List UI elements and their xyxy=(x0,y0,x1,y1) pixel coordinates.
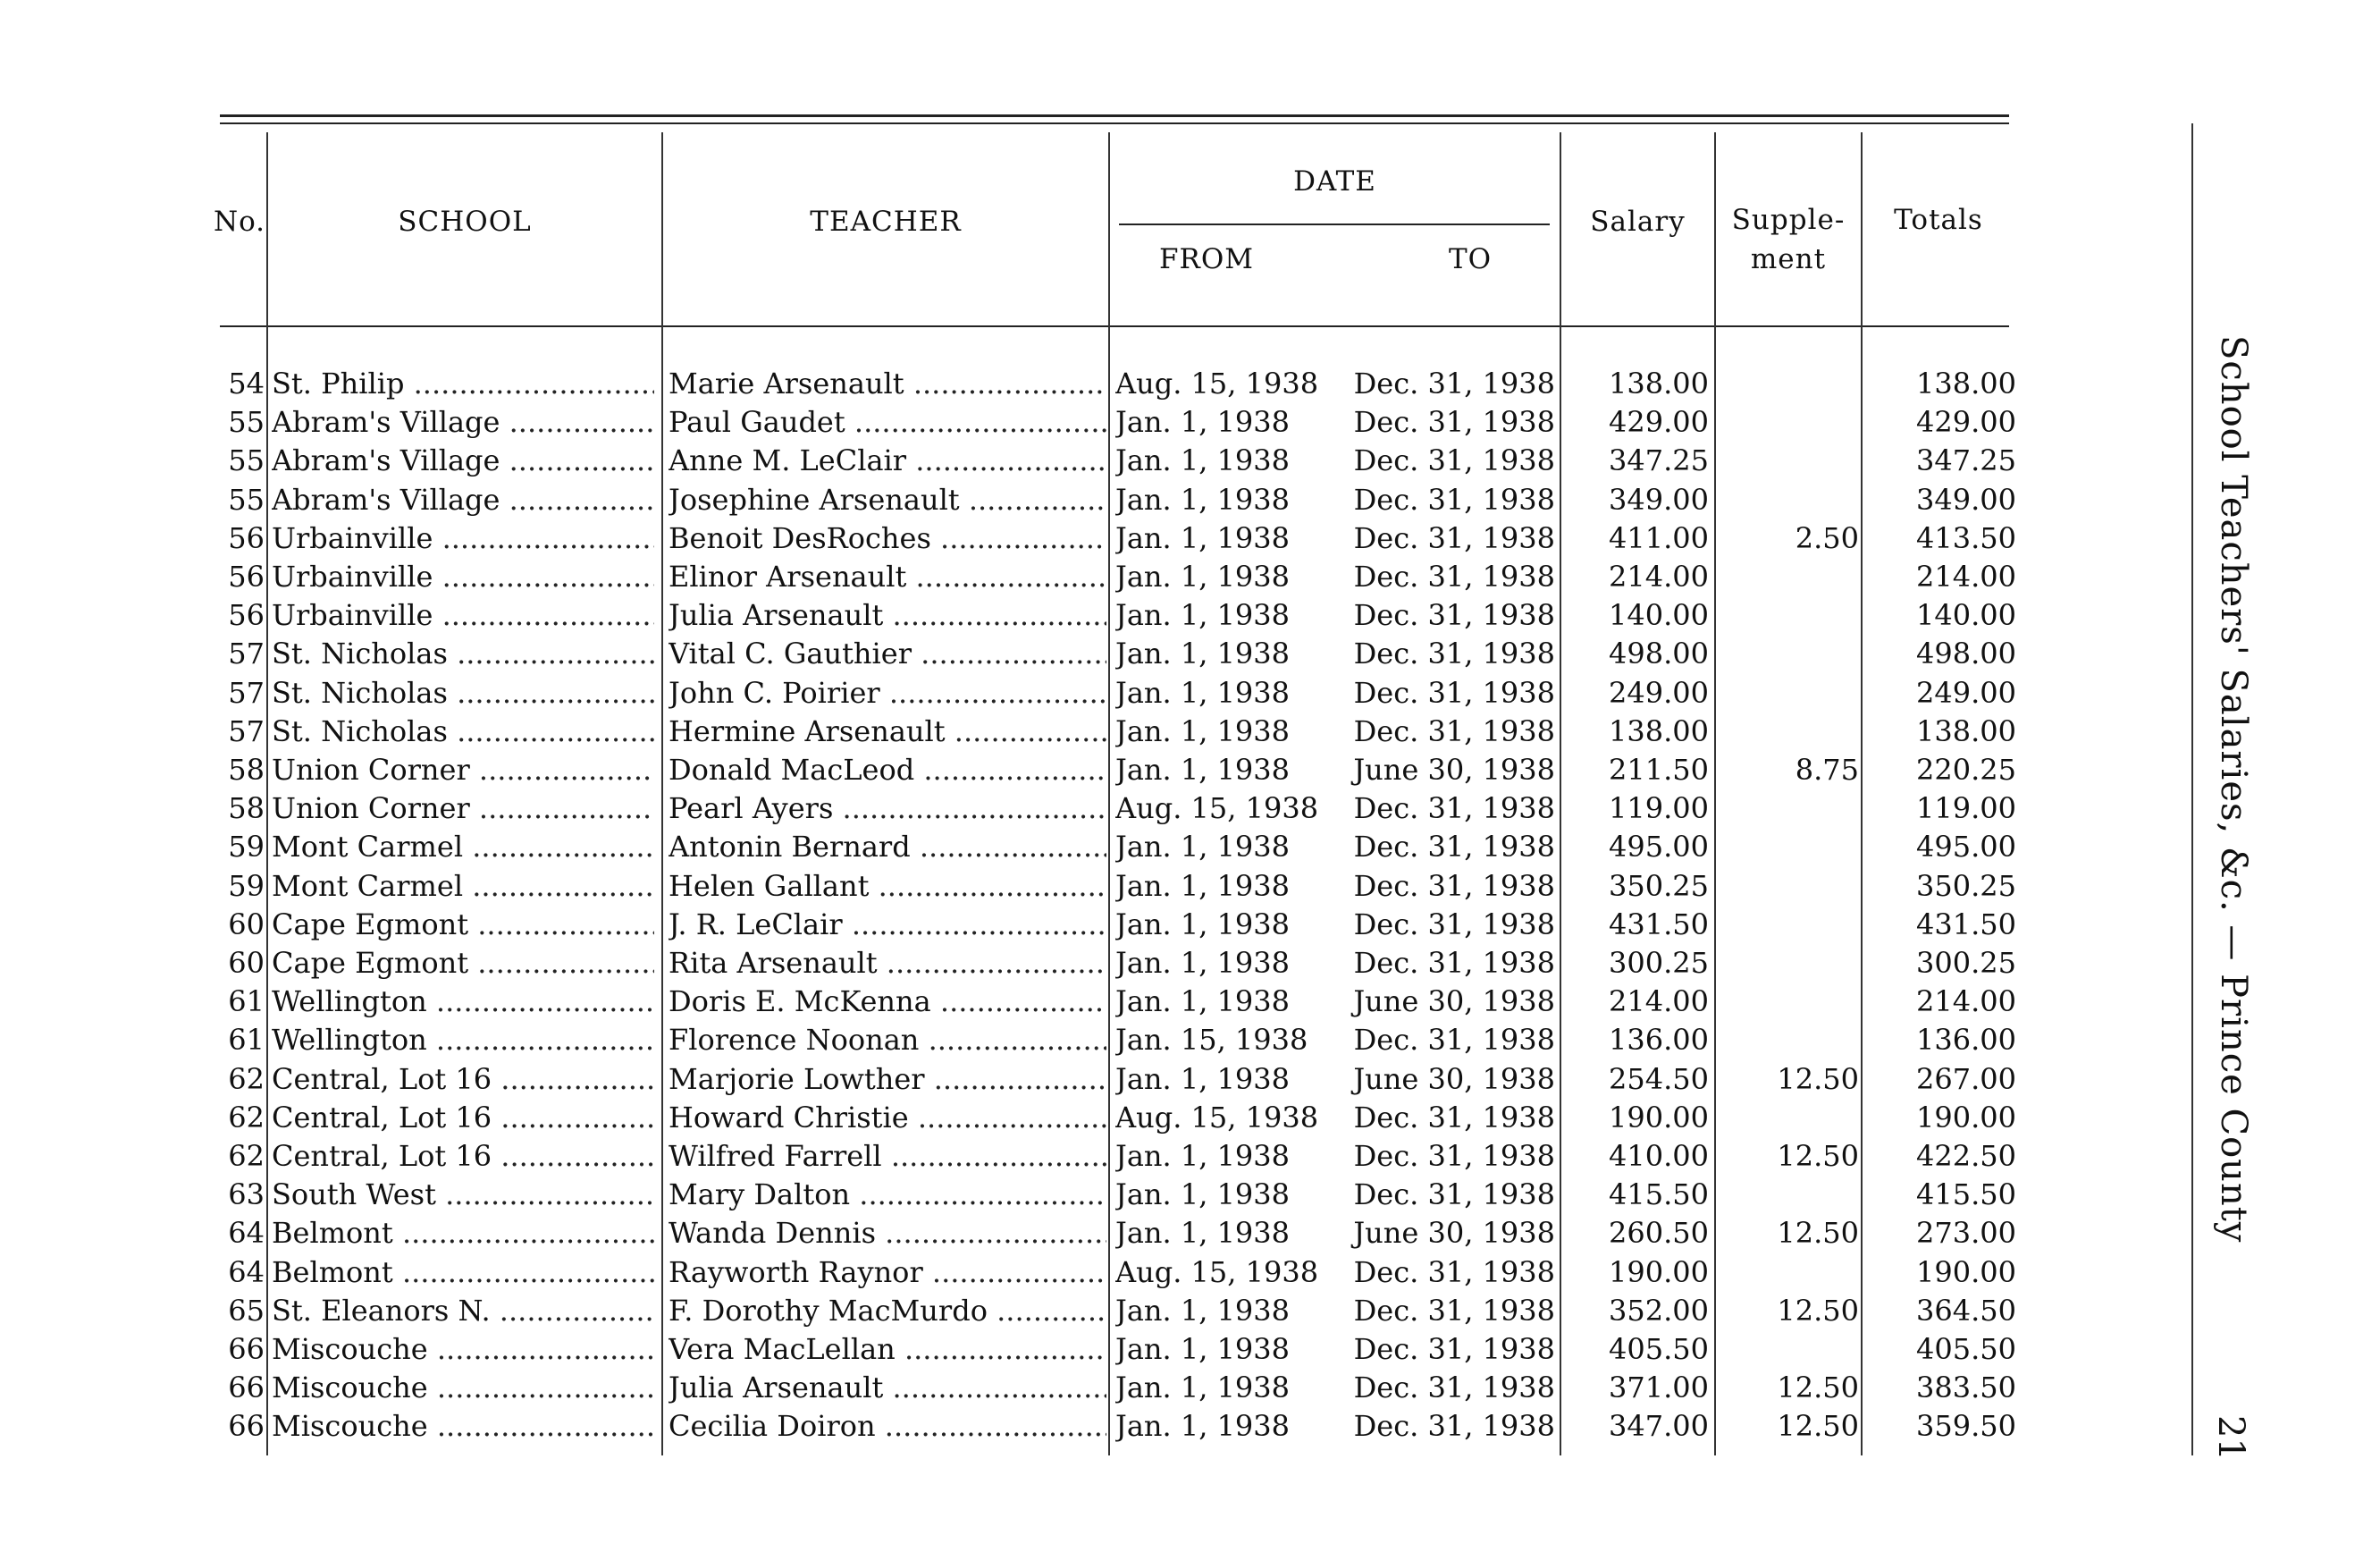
teacher-name: Hermine Arsenault ..... xyxy=(669,713,1106,751)
school-name: Abram's Village ..... xyxy=(272,403,654,442)
date-from: Jan. 1, 1938 xyxy=(1115,1293,1290,1328)
row-number: 64 xyxy=(228,1254,265,1289)
header-from: FROM xyxy=(1158,243,1254,275)
salary-value: 415.50 xyxy=(1609,1177,1709,1212)
teacher-name: Wilfred Farrell ..... xyxy=(669,1137,1106,1176)
salary-value: 405.50 xyxy=(1609,1332,1709,1366)
side-rule xyxy=(2191,123,2193,1455)
date-from: Jan. 1, 1938 xyxy=(1115,984,1290,1019)
salary-value: 260.50 xyxy=(1609,1216,1709,1251)
teacher-name: Doris E. McKenna ..... xyxy=(669,983,1106,1021)
teacher-name: Marjorie Lowther ..... xyxy=(669,1060,1106,1099)
school-name: South West ..... xyxy=(272,1176,654,1214)
header-totals: Totals xyxy=(1894,204,1983,236)
date-to: Dec. 31, 1938 xyxy=(1353,1332,1555,1366)
date-to: Dec. 31, 1938 xyxy=(1353,713,1555,748)
row-number: 57 xyxy=(228,637,265,671)
row-number: 58 xyxy=(228,791,265,826)
row-number: 55 xyxy=(228,482,265,517)
school-name: Abram's Village ..... xyxy=(272,481,654,519)
teacher-name: Donald MacLeod ..... xyxy=(669,751,1106,789)
date-from: Jan. 1, 1938 xyxy=(1115,598,1290,633)
side-title: School Teachers' Salaries, &c. — Prince County xyxy=(2213,335,2254,1244)
date-to: June 30, 1938 xyxy=(1353,1216,1555,1251)
date-from: Jan. 1, 1938 xyxy=(1115,1177,1290,1212)
date-from: Aug. 15, 1938 xyxy=(1115,1100,1319,1134)
date-from: Aug. 15, 1938 xyxy=(1115,791,1319,826)
row-number: 61 xyxy=(228,984,265,1019)
date-to: Dec. 31, 1938 xyxy=(1353,1293,1555,1328)
salary-value: 119.00 xyxy=(1609,791,1709,826)
total-value: 413.50 xyxy=(1916,520,2016,555)
salary-value: 249.00 xyxy=(1609,675,1709,710)
date-from: Aug. 15, 1938 xyxy=(1115,367,1319,401)
salary-value: 429.00 xyxy=(1609,405,1709,440)
salary-value: 347.25 xyxy=(1609,443,1709,478)
row-number: 63 xyxy=(228,1177,265,1212)
school-name: St. Nicholas ..... xyxy=(272,635,654,673)
salary-value: 211.50 xyxy=(1609,753,1709,787)
school-name: Belmont ..... xyxy=(272,1214,654,1253)
column-divider-date xyxy=(1560,132,1561,1455)
date-to: Dec. 31, 1938 xyxy=(1353,443,1555,478)
total-value: 405.50 xyxy=(1916,1332,2016,1366)
date-divider-rule xyxy=(1119,224,1550,225)
column-divider-teacher xyxy=(1108,132,1110,1455)
supplement-value: 12.50 xyxy=(1777,1139,1859,1173)
supplement-value: 2.50 xyxy=(1795,520,1859,555)
header-teacher: TEACHER xyxy=(810,206,962,238)
total-value: 140.00 xyxy=(1916,598,2016,633)
teacher-name: John C. Poirier ..... xyxy=(669,674,1106,713)
date-from: Jan. 1, 1938 xyxy=(1115,1061,1290,1096)
supplement-value: 12.50 xyxy=(1777,1371,1859,1405)
row-number: 65 xyxy=(228,1293,265,1328)
row-number: 55 xyxy=(228,443,265,478)
total-value: 495.00 xyxy=(1916,830,2016,865)
row-number: 58 xyxy=(228,753,265,787)
date-from: Jan. 1, 1938 xyxy=(1115,1139,1290,1173)
supplement-value: 12.50 xyxy=(1777,1061,1859,1096)
row-number: 55 xyxy=(228,405,265,440)
row-number: 62 xyxy=(228,1061,265,1096)
salary-value: 498.00 xyxy=(1609,637,1709,671)
column-divider-no xyxy=(266,132,268,1455)
row-number: 62 xyxy=(228,1139,265,1173)
salary-value: 300.25 xyxy=(1609,946,1709,980)
teacher-name: Antonin Bernard ..... xyxy=(669,828,1106,866)
teacher-name: Mary Dalton ..... xyxy=(669,1176,1106,1214)
total-value: 359.50 xyxy=(1916,1409,2016,1444)
total-value: 383.50 xyxy=(1916,1371,2016,1405)
row-number: 54 xyxy=(228,367,265,401)
header-supplement-line1: Supple- xyxy=(1731,204,1846,236)
salary-value: 214.00 xyxy=(1609,984,1709,1019)
header-date: DATE xyxy=(1293,165,1376,198)
total-value: 429.00 xyxy=(1916,405,2016,440)
school-name: Urbainville ..... xyxy=(272,519,654,558)
date-to: Dec. 31, 1938 xyxy=(1353,405,1555,440)
total-value: 190.00 xyxy=(1916,1100,2016,1134)
salary-value: 140.00 xyxy=(1609,598,1709,633)
header-to: TO xyxy=(1448,243,1493,275)
teacher-name: Howard Christie ..... xyxy=(669,1099,1106,1137)
supplement-value: 8.75 xyxy=(1795,753,1859,787)
salary-value: 347.00 xyxy=(1609,1409,1709,1444)
teacher-name: Vera MacLellan ..... xyxy=(669,1330,1106,1369)
teacher-name: Paul Gaudet ..... xyxy=(669,403,1106,442)
total-value: 431.50 xyxy=(1916,907,2016,941)
supplement-value: 12.50 xyxy=(1777,1293,1859,1328)
date-from: Jan. 1, 1938 xyxy=(1115,405,1290,440)
date-to: Dec. 31, 1938 xyxy=(1353,1409,1555,1444)
supplement-value: 12.50 xyxy=(1777,1409,1859,1444)
date-from: Jan. 1, 1938 xyxy=(1115,1216,1290,1251)
school-name: Mont Carmel ..... xyxy=(272,867,654,906)
date-from: Jan. 1, 1938 xyxy=(1115,907,1290,941)
school-name: Miscouche ..... xyxy=(272,1330,654,1369)
column-divider-school xyxy=(661,132,663,1455)
salary-value: 350.25 xyxy=(1609,868,1709,903)
date-to: Dec. 31, 1938 xyxy=(1353,868,1555,903)
total-value: 267.00 xyxy=(1916,1061,2016,1096)
salary-value: 349.00 xyxy=(1609,482,1709,517)
header-school: SCHOOL xyxy=(398,206,532,238)
date-to: June 30, 1938 xyxy=(1353,1061,1555,1096)
school-name: Cape Egmont ..... xyxy=(272,906,654,944)
teacher-name: Marie Arsenault ..... xyxy=(669,365,1106,403)
salary-value: 138.00 xyxy=(1609,367,1709,401)
teacher-name: Wanda Dennis ..... xyxy=(669,1214,1106,1253)
school-name: Central, Lot 16 ..... xyxy=(272,1137,654,1176)
date-to: Dec. 31, 1938 xyxy=(1353,907,1555,941)
date-to: Dec. 31, 1938 xyxy=(1353,1254,1555,1289)
total-value: 498.00 xyxy=(1916,637,2016,671)
total-value: 364.50 xyxy=(1916,1293,2016,1328)
date-from: Jan. 1, 1938 xyxy=(1115,868,1290,903)
row-number: 60 xyxy=(228,946,265,980)
teacher-name: Benoit DesRoches ..... xyxy=(669,519,1106,558)
salary-value: 431.50 xyxy=(1609,907,1709,941)
school-name: Central, Lot 16 ..... xyxy=(272,1099,654,1137)
date-from: Aug. 15, 1938 xyxy=(1115,1254,1319,1289)
total-value: 415.50 xyxy=(1916,1177,2016,1212)
date-to: Dec. 31, 1938 xyxy=(1353,598,1555,633)
date-to: Dec. 31, 1938 xyxy=(1353,1177,1555,1212)
date-from: Jan. 1, 1938 xyxy=(1115,1371,1290,1405)
date-to: Dec. 31, 1938 xyxy=(1353,1023,1555,1058)
date-from: Jan. 1, 1938 xyxy=(1115,713,1290,748)
school-name: Belmont ..... xyxy=(272,1253,654,1292)
school-name: St. Nicholas ..... xyxy=(272,713,654,751)
salary-value: 214.00 xyxy=(1609,560,1709,594)
date-from: Jan. 1, 1938 xyxy=(1115,482,1290,517)
date-to: June 30, 1938 xyxy=(1353,753,1555,787)
total-value: 249.00 xyxy=(1916,675,2016,710)
school-name: Abram's Village ..... xyxy=(272,442,654,480)
date-to: June 30, 1938 xyxy=(1353,984,1555,1019)
date-from: Jan. 1, 1938 xyxy=(1115,560,1290,594)
teacher-name: Julia Arsenault ..... xyxy=(669,596,1106,635)
teacher-name: Anne M. LeClair ..... xyxy=(669,442,1106,480)
salary-value: 190.00 xyxy=(1609,1254,1709,1289)
row-number: 59 xyxy=(228,830,265,865)
school-name: Cape Egmont ..... xyxy=(272,944,654,983)
teacher-name: Rita Arsenault ..... xyxy=(669,944,1106,983)
school-name: Mont Carmel ..... xyxy=(272,828,654,866)
date-to: Dec. 31, 1938 xyxy=(1353,791,1555,826)
teacher-name: Julia Arsenault ..... xyxy=(669,1369,1106,1407)
salary-value: 495.00 xyxy=(1609,830,1709,865)
salary-value: 352.00 xyxy=(1609,1293,1709,1328)
school-name: Central, Lot 16 ..... xyxy=(272,1060,654,1099)
date-to: Dec. 31, 1938 xyxy=(1353,946,1555,980)
school-name: Miscouche ..... xyxy=(272,1407,654,1446)
teacher-name: Rayworth Raynor ..... xyxy=(669,1253,1106,1292)
salary-value: 410.00 xyxy=(1609,1139,1709,1173)
teacher-name: Cecilia Doiron ..... xyxy=(669,1407,1106,1446)
header-bottom-rule xyxy=(220,325,2009,327)
teacher-name: Helen Gallant ..... xyxy=(669,867,1106,906)
total-value: 119.00 xyxy=(1916,791,2016,826)
total-value: 347.25 xyxy=(1916,443,2016,478)
salary-value: 136.00 xyxy=(1609,1023,1709,1058)
school-name: Wellington ..... xyxy=(272,983,654,1021)
school-name: Union Corner ..... xyxy=(272,789,654,828)
date-from: Jan. 1, 1938 xyxy=(1115,1332,1290,1366)
school-name: Union Corner ..... xyxy=(272,751,654,789)
total-value: 350.25 xyxy=(1916,868,2016,903)
row-number: 66 xyxy=(228,1371,265,1405)
school-name: Wellington ..... xyxy=(272,1021,654,1059)
date-from: Jan. 1, 1938 xyxy=(1115,637,1290,671)
date-from: Jan. 1, 1938 xyxy=(1115,1409,1290,1444)
date-to: Dec. 31, 1938 xyxy=(1353,520,1555,555)
total-value: 422.50 xyxy=(1916,1139,2016,1173)
teacher-name: Florence Noonan ..... xyxy=(669,1021,1106,1059)
total-value: 214.00 xyxy=(1916,984,2016,1019)
date-from: Jan. 1, 1938 xyxy=(1115,675,1290,710)
top-rule xyxy=(220,114,2009,117)
total-value: 136.00 xyxy=(1916,1023,2016,1058)
row-number: 59 xyxy=(228,868,265,903)
school-name: St. Philip ..... xyxy=(272,365,654,403)
school-name: Urbainville ..... xyxy=(272,558,654,596)
date-from: Jan. 1, 1938 xyxy=(1115,830,1290,865)
date-from: Jan. 1, 1938 xyxy=(1115,443,1290,478)
row-number: 57 xyxy=(228,675,265,710)
teacher-name: Vital C. Gauthier ..... xyxy=(669,635,1106,673)
date-from: Jan. 15, 1938 xyxy=(1115,1023,1308,1058)
teacher-name: F. Dorothy MacMurdo ..... xyxy=(669,1292,1106,1330)
row-number: 61 xyxy=(228,1023,265,1058)
row-number: 57 xyxy=(228,713,265,748)
date-to: Dec. 31, 1938 xyxy=(1353,1139,1555,1173)
date-from: Jan. 1, 1938 xyxy=(1115,946,1290,980)
teacher-name: Josephine Arsenault ..... xyxy=(669,481,1106,519)
date-to: Dec. 31, 1938 xyxy=(1353,830,1555,865)
total-value: 138.00 xyxy=(1916,367,2016,401)
date-to: Dec. 31, 1938 xyxy=(1353,1100,1555,1134)
salary-value: 254.50 xyxy=(1609,1061,1709,1096)
page-number: 21 xyxy=(2210,1415,2251,1461)
row-number: 62 xyxy=(228,1100,265,1134)
date-to: Dec. 31, 1938 xyxy=(1353,367,1555,401)
header-salary: Salary xyxy=(1590,206,1686,238)
row-number: 64 xyxy=(228,1216,265,1251)
salary-value: 411.00 xyxy=(1609,520,1709,555)
total-value: 349.00 xyxy=(1916,482,2016,517)
teacher-name: Pearl Ayers ..... xyxy=(669,789,1106,828)
school-name: Urbainville ..... xyxy=(272,596,654,635)
date-to: Dec. 31, 1938 xyxy=(1353,482,1555,517)
header-no: No. xyxy=(213,206,266,238)
date-from: Jan. 1, 1938 xyxy=(1115,753,1290,787)
teacher-name: J. R. LeClair ..... xyxy=(669,906,1106,944)
column-divider-salary xyxy=(1714,132,1716,1455)
top-rule-2 xyxy=(220,122,2009,124)
total-value: 138.00 xyxy=(1916,713,2016,748)
total-value: 214.00 xyxy=(1916,560,2016,594)
total-value: 190.00 xyxy=(1916,1254,2016,1289)
school-name: St. Eleanors N. ..... xyxy=(272,1292,654,1330)
supplement-value: 12.50 xyxy=(1777,1216,1859,1251)
row-number: 66 xyxy=(228,1409,265,1444)
salary-value: 371.00 xyxy=(1609,1371,1709,1405)
row-number: 60 xyxy=(228,907,265,941)
column-divider-supplement xyxy=(1861,132,1863,1455)
date-to: Dec. 31, 1938 xyxy=(1353,675,1555,710)
date-to: Dec. 31, 1938 xyxy=(1353,560,1555,594)
date-from: Jan. 1, 1938 xyxy=(1115,520,1290,555)
teacher-name: Elinor Arsenault ..... xyxy=(669,558,1106,596)
total-value: 300.25 xyxy=(1916,946,2016,980)
school-name: Miscouche ..... xyxy=(272,1369,654,1407)
row-number: 56 xyxy=(228,560,265,594)
row-number: 66 xyxy=(228,1332,265,1366)
side-title-area xyxy=(2208,335,2261,1461)
header-supplement-line2: ment xyxy=(1750,243,1827,275)
salary-value: 190.00 xyxy=(1609,1100,1709,1134)
date-to: Dec. 31, 1938 xyxy=(1353,637,1555,671)
date-to: Dec. 31, 1938 xyxy=(1353,1371,1555,1405)
school-name: St. Nicholas ..... xyxy=(272,674,654,713)
row-number: 56 xyxy=(228,598,265,633)
salary-value: 138.00 xyxy=(1609,713,1709,748)
total-value: 220.25 xyxy=(1916,753,2016,787)
row-number: 56 xyxy=(228,520,265,555)
total-value: 273.00 xyxy=(1916,1216,2016,1251)
